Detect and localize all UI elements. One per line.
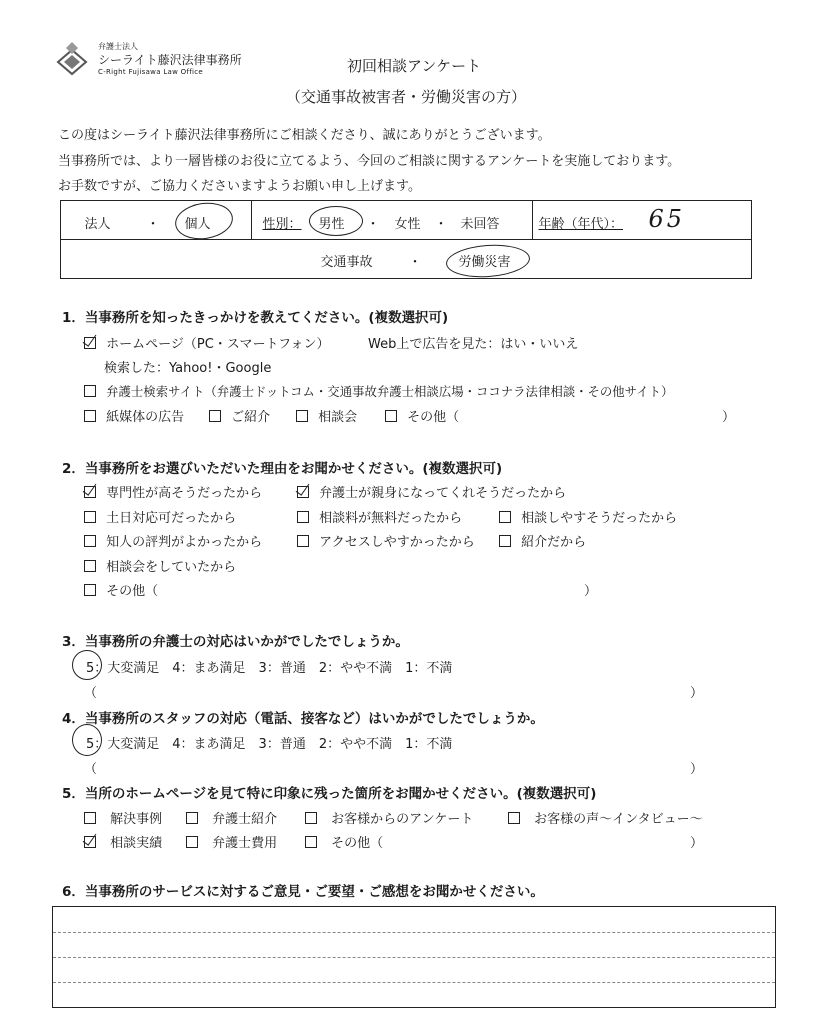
intro-line-3: お手数ですが、ご協力くださいますようお願い申し上げます。 (58, 179, 421, 194)
page-title: 初回相談アンケート (347, 57, 482, 75)
q2-title: 2．当事務所をお選びいただいた理由をお聞かせください。(複数選択可) (62, 461, 503, 477)
q1-web-ad: Web上で広告を見た：はい・いいえ (368, 337, 579, 352)
q1-intro-label: ご紹介 (231, 410, 271, 425)
checkbox-reputation[interactable] (84, 535, 96, 547)
circle-mark-q4-5 (72, 724, 102, 756)
checkbox-expertise[interactable] (84, 486, 96, 498)
separator-dot: ・ (408, 254, 422, 270)
q2-o7-row (297, 531, 475, 550)
q1-portal-label: 弁護士検索サイト（弁護士ドットコム・交通事故弁護士相談広場・ココナラ法律相談・その他サイト） (106, 384, 674, 399)
logo-corp: 弁護士法人 (98, 42, 138, 51)
q4-comment-close: ） (690, 762, 704, 777)
q2-o6-row (84, 531, 262, 550)
q2-o9-row (84, 556, 236, 575)
q5-o3-label: お客様からのアンケート (331, 812, 474, 827)
q3-title: 3．当事務所の弁護士の対応はいかがでしたでしょうか。 (62, 634, 409, 650)
checkbox-seminar[interactable] (296, 410, 308, 422)
logo-latin: C-Right Fujisawa Law Office (98, 68, 203, 76)
q1-portal-row (84, 382, 673, 400)
q5-title: 5．当所のホームページを見て特に印象に残った箇所をお聞かせください。(複数選択可) (62, 786, 597, 802)
gender-label: 性別： (262, 216, 302, 232)
q5-o5-row (84, 832, 162, 851)
q2-o8-label: 紹介だから (521, 535, 587, 550)
q1-paper-label: 紙媒体の広告 (106, 410, 185, 425)
page-subtitle: （交通事故被害者・労働災害の方） (286, 88, 527, 106)
q2-o6-label: 知人の評判がよかったから (106, 535, 263, 550)
option-houjin[interactable]: 法人 (84, 216, 111, 232)
checkbox-paper-ad[interactable] (84, 410, 96, 422)
checkbox-referred[interactable] (499, 535, 511, 547)
q2-other-row (84, 580, 158, 599)
intro-line-2: 当事務所では、より一層皆様のお役に立てるよう、今回のご相談に関するアンケートを実施しております。 (58, 154, 681, 169)
q5-o4-row (508, 808, 703, 827)
option-traffic-accident[interactable]: 交通事故 (320, 254, 373, 270)
q5-o3-row (305, 808, 473, 827)
checkbox-easy-consult[interactable] (499, 511, 511, 523)
q5-other-close: ） (690, 836, 704, 851)
q2-o5-label: 相談しやすそうだったから (521, 511, 678, 526)
ruled-line (53, 957, 775, 958)
q4-comment-open: （ (84, 762, 98, 777)
checkbox-other[interactable] (385, 410, 397, 422)
q2-o4-row (297, 507, 462, 526)
option-male[interactable]: 男性 (318, 216, 345, 232)
circle-mark-q3-5 (72, 650, 102, 680)
q3-comment-open: （ (84, 686, 98, 701)
q2-o7-label: アクセスしやすかったから (319, 535, 475, 550)
q1-homepage-row (84, 333, 330, 352)
q2-other-label: その他（ (106, 584, 159, 599)
checkbox-referral[interactable] (209, 410, 221, 422)
q4-title: 4．当事務所のスタッフの対応（電話、接客など）はいかがでしたでしょうか。 (62, 711, 544, 727)
q1-title: 1．当事務所を知ったきっかけを教えてください。(複数選択可) (62, 310, 449, 326)
checkbox-customer-survey[interactable] (305, 812, 317, 824)
q5-o4-label: お客様の声～インタビュー～ (534, 812, 703, 827)
q6-title: 6．当事務所のサービスに対するご意見・ご要望・ご感想をお聞かせください。 (62, 884, 544, 900)
checkbox-lawyer-intro[interactable] (186, 812, 198, 824)
logo-name: シーライト藤沢法律事務所 (98, 53, 242, 67)
circle-mark-male (309, 206, 363, 236)
q5-o2-label: 弁護士紹介 (212, 812, 278, 827)
option-kojin[interactable]: 個人 (184, 216, 211, 232)
checkbox-lawyer-fees[interactable] (186, 836, 198, 848)
q5-other-label: その他（ (331, 836, 384, 851)
checkbox-case-examples[interactable] (84, 812, 96, 824)
q5-o1-label: 解決事例 (110, 812, 163, 827)
age-label: 年齢（年代）： (538, 216, 624, 232)
q2-o1-label: 専門性が高そうだったから (106, 486, 263, 501)
checkbox-other[interactable] (84, 584, 96, 596)
q5-o1-row (84, 808, 162, 827)
q1-row-3d (385, 406, 459, 425)
checkbox-access[interactable] (297, 535, 309, 547)
separator-dot: ・ (146, 216, 160, 232)
q2-o2-row (297, 482, 566, 501)
q2-o9-label: 相談会をしていたから (106, 560, 237, 575)
q1-other-label: その他（ (407, 410, 460, 425)
q5-o6-row (186, 832, 277, 851)
checkbox-caring-lawyer[interactable] (297, 486, 309, 498)
checkbox-weekend[interactable] (84, 511, 96, 523)
option-female[interactable]: 女性 (394, 216, 421, 232)
q5-o5-label: 相談実績 (110, 836, 163, 851)
q1-row-3 (84, 406, 184, 425)
q5-o2-row (186, 808, 277, 827)
q5-o6-label: 弁護士費用 (212, 836, 278, 851)
q2-o8-row (499, 531, 586, 550)
option-work-accident[interactable]: 労働災害 (458, 254, 511, 270)
q1-row-3b (209, 406, 270, 425)
q5-other-row (305, 832, 383, 851)
separator-dot: ・ (434, 216, 448, 232)
q2-other-close: ） (584, 584, 598, 599)
age-handwritten[interactable]: 65 (648, 204, 686, 233)
q1-homepage-label: ホームページ（PC・スマートフォン） (106, 337, 330, 352)
separator-dot: ・ (366, 216, 380, 232)
checkbox-other[interactable] (305, 836, 317, 848)
q2-o4-label: 相談料が無料だったから (319, 511, 463, 526)
q4-scale: 5：大変満足 4：まあ満足 3：普通 2：やや不満 1：不満 (86, 737, 453, 752)
checkbox-seminar-held[interactable] (84, 560, 96, 572)
q1-other-close: ） (722, 410, 736, 425)
ruled-line (53, 932, 775, 933)
q3-scale: 5：大変満足 4：まあ満足 3：普通 2：やや不満 1：不満 (86, 661, 453, 676)
checkbox-consult-record[interactable] (84, 836, 96, 848)
q2-o5-row (499, 507, 677, 526)
q2-o3-label: 土日対応可だったから (106, 511, 237, 526)
q1-seminar-label: 相談会 (318, 410, 358, 425)
q2-o3-row (84, 507, 236, 526)
option-no-answer[interactable]: 未回答 (460, 216, 500, 232)
logo (52, 40, 242, 80)
q2-o1-row (84, 482, 262, 501)
checkbox-homepage[interactable] (84, 337, 96, 349)
q2-o2-label: 弁護士が親身になってくれそうだったから (319, 486, 567, 501)
q6-comment-area[interactable] (52, 906, 776, 1008)
checkbox-customer-voice[interactable] (508, 812, 520, 824)
checkbox-free-consult[interactable] (297, 511, 309, 523)
logo-mark-icon (52, 40, 92, 78)
q1-row-3c (296, 406, 357, 425)
intro-line-1: この度はシーライト藤沢法律事務所にご相談くださり、誠にありがとうございます。 (58, 128, 551, 143)
checkbox-portal-site[interactable] (84, 385, 96, 397)
respondent-info-table (60, 200, 752, 279)
q3-comment-close: ） (690, 686, 704, 701)
q1-search: 検索した：Yahoo!・Google (104, 361, 272, 376)
ruled-line (53, 982, 775, 983)
